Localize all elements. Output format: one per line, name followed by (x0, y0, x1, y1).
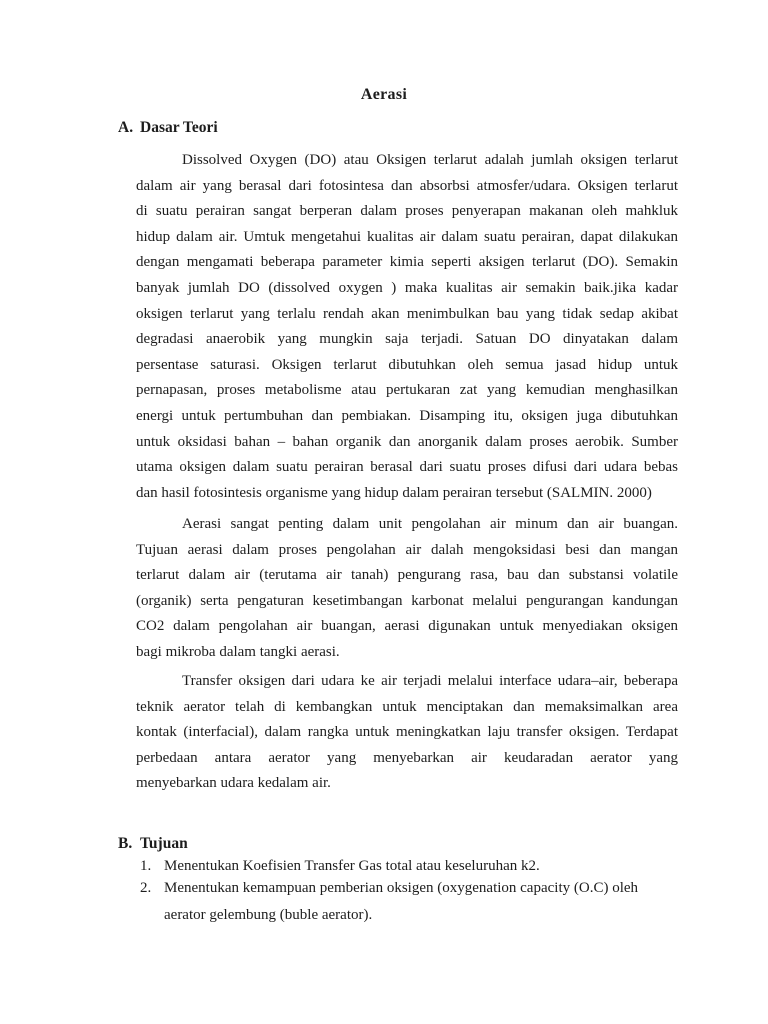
paragraph-line: Transfer oksigen dari udara ke air terjadi melalui interface udara–air, beberapa (182, 673, 678, 689)
paragraph-line: menyebarkan udara kedalam air. (136, 775, 331, 792)
paragraph-line: dengan mengamati beberapa parameter kimia seperti aksigen terlarut (DO). Semakin (136, 254, 678, 271)
paragraph-line: degradasi anaerobik yang mungkin saja terjadi. Satuan DO dinyatakan dalam (136, 331, 678, 348)
list-item-text (164, 878, 678, 927)
paragraph-line: banyak jumlah DO (dissolved oxygen ) maka kualitas air semakin baik.jika kadar (136, 279, 678, 296)
section-b-heading (118, 835, 188, 853)
paragraph-line: Aerasi sangat penting dalam unit pengolahan air minum dan air buangan. (182, 516, 678, 532)
paragraph-line: di suatu perairan sangat berperan dalam proses penyerapan makanan oleh mahkluk (136, 203, 678, 220)
paragraph-line: kontak (interfacial), dalam rangka untuk meningkatkan laju transfer oksigen. Terdapat (136, 724, 678, 741)
list-item-text (164, 856, 678, 878)
paragraph-line: bagi mikroba dalam tangki aerasi. (136, 643, 340, 660)
goals-list (140, 856, 678, 927)
list-item (140, 878, 678, 927)
paragraph-line: Dissolved Oxygen (DO) atau Oksigen terlarut adalah jumlah oksigen terlarut (182, 152, 678, 168)
section-a-heading-text: Dasar Teori (140, 119, 218, 136)
paragraph-dasar-teori-2 (136, 512, 678, 666)
section-a-heading (118, 119, 218, 137)
paragraph-line: pernapasan, proses metabolisme atau pertukaran zat yang kemudian menghasilkan (136, 382, 678, 399)
paragraph-line: utama oksigen dalam suatu perairan berasal dari suatu proses difusi dari udara bebas (136, 459, 678, 476)
paragraph-line: Tujuan aerasi dalam proses pengolahan air dalah mengoksidasi besi dan mangan (136, 541, 678, 558)
paragraph-dasar-teori-3 (136, 669, 678, 797)
list-item-line: Menentukan kemampuan pemberian oksigen (oxygenation capacity (O.C) oleh (164, 879, 639, 896)
paragraph-dasar-teori-1 (136, 148, 678, 506)
paragraph-line: oksigen terlarut yang terlalu rendah akan menimbulkan bau yang tidak sedap akibat (136, 305, 678, 322)
list-item-line: aerator gelembung (buble aerator). (164, 907, 373, 923)
paragraph-line: perbedaan antara aerator yang menyebarkan air keudaradan aerator yang (136, 749, 678, 766)
paragraph-line: (organik) serta pengaturan kesetimbangan karbonat melalui pengurangan kandungan (136, 592, 678, 609)
section-b-heading-text: Tujuan (140, 835, 188, 852)
list-item-number: 1. (140, 858, 152, 874)
paragraph-line: terlarut dalam air (terutama air tanah) pengurang rasa, bau dan substansi volatile (136, 567, 678, 584)
document-title: Aerasi (360, 86, 408, 103)
list-item (140, 856, 678, 878)
paragraph-line: energi untuk pertumbuhan dan pembiakan. Disamping itu, oksigen juga dibutuhkan (136, 407, 678, 424)
paragraph-line: CO2 dalam pengolahan air buangan, aerasi digunakan untuk menyediakan oksigen (136, 618, 678, 635)
paragraph-line: dan hasil fotosintesis organisme yang hidup dalam perairan tersebut (SALMIN. 2000) (136, 484, 652, 501)
paragraph-line: untuk oksidasi bahan – bahan organik dan anorganik dalam proses aerobik. Sumber (136, 433, 678, 450)
list-item-number: 2. (140, 879, 152, 896)
paragraph-line: hidup dalam air. Umtuk mengetahui kualitas air dalam suatu perairan, dapat dilakukan (136, 228, 678, 245)
paragraph-line: teknik aerator telah di kembangkan untuk menciptakan dan memaksimalkan area (136, 698, 678, 715)
paragraph-line: persentase saturasi. Oksigen terlarut dibutuhkan oleh semua jasad hidup untuk (136, 356, 678, 373)
paragraph-line: dalam air yang berasal dari fotosintesa dan absorbsi atmosfer/udara. Oksigen terlarut (136, 177, 678, 194)
section-a-label: A. (118, 119, 134, 136)
section-b-label: B. (118, 835, 133, 852)
list-item-line: Menentukan Koefisien Transfer Gas total atau keseluruhan k2. (164, 858, 540, 874)
